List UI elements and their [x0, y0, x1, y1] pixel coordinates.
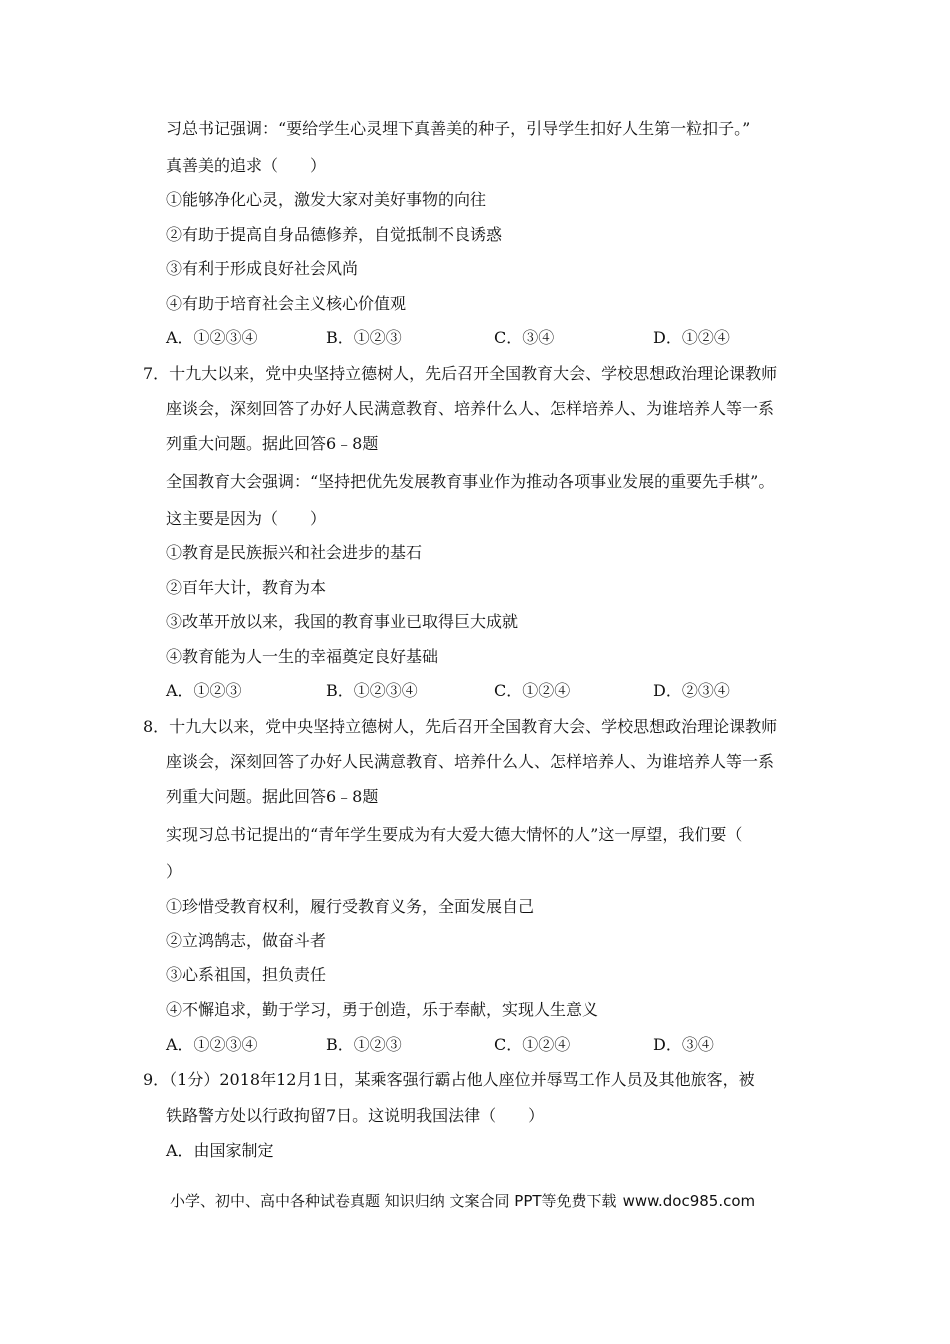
q8-item-2: ②立鸿鹄志，做奋斗者 — [166, 931, 327, 950]
q6-option-b: B．①②③ — [326, 328, 402, 347]
q6-stem-line1: 习总书记强调：“要给学生心灵埋下真善美的种子，引导学生扣好人生第一粒扣子。” — [166, 119, 751, 138]
q8-line1: 8．十九大以来，党中央坚持立德树人，先后召开全国教育大会、学校思想政治理论课教师 — [143, 717, 778, 736]
q8-line2: 座谈会，深刻回答了办好人民满意教育、培养什么人、怎样培养人、为谁培养人等一系 — [166, 752, 775, 771]
q7-item-1: ①教育是民族振兴和社会进步的基石 — [166, 543, 423, 562]
q8-option-d: D．③④ — [653, 1035, 714, 1054]
q7-line2: 座谈会，深刻回答了办好人民满意教育、培养什么人、怎样培养人、为谁培养人等一系 — [166, 399, 775, 418]
q7-option-b: B．①②③④ — [326, 681, 418, 700]
q6-item-3: ③有利于形成良好社会风尚 — [166, 259, 359, 278]
q7-option-c: C．①②④ — [494, 681, 571, 700]
q6-item-1: ①能够净化心灵，激发大家对美好事物的向往 — [166, 190, 487, 209]
q9-line1: 9．（1分）2018年12月1日，某乘客强行霸占他人座位并辱骂工作人员及其他旅客，被 — [143, 1070, 755, 1089]
q8-line3: 列重大问题。据此回答6﹣8题 — [166, 787, 379, 806]
q8-item-4: ④不懈追求，勤于学习，勇于创造，乐于奉献，实现人生意义 — [166, 1000, 599, 1019]
page-footer — [170, 1190, 755, 1212]
q7-item-2: ②百年大计，教育为本 — [166, 578, 327, 597]
q7-option-d: D．②③④ — [653, 681, 730, 700]
q7-stem-line1: 全国教育大会强调：“坚持把优先发展教育事业作为推动各项事业发展的重要先手棋”。 — [166, 472, 775, 491]
q9-line2: 铁路警方处以行政拘留7日。这说明我国法律（ ） — [166, 1106, 545, 1125]
q6-item-4: ④有助于培育社会主义核心价值观 — [166, 294, 407, 313]
footer-text: 小学、初中、高中各种试卷真题 知识归纳 文案合同 PPT等免费下载 — [170, 1192, 617, 1210]
q8-stem-line2: ） — [166, 862, 183, 881]
q7-line1: 7．十九大以来，党中央坚持立德树人，先后召开全国教育大会、学校思想政治理论课教师 — [143, 364, 778, 383]
q6-option-d: D．①②④ — [653, 328, 730, 347]
q8-item-3: ③心系祖国，担负责任 — [166, 965, 327, 984]
q8-option-b: B．①②③ — [326, 1035, 402, 1054]
q9-option-a: A．由国家制定 — [166, 1141, 274, 1160]
q7-line3: 列重大问题。据此回答6﹣8题 — [166, 434, 379, 453]
q6-stem-line2: 真善美的追求（ ） — [166, 156, 327, 175]
footer-url[interactable]: www.doc985.com — [622, 1192, 756, 1210]
q6-option-c: C．③④ — [494, 328, 555, 347]
q8-item-1: ①珍惜受教育权利，履行受教育义务，全面发展自己 — [166, 897, 535, 916]
q6-option-a: A．①②③④ — [166, 328, 258, 347]
q7-item-4: ④教育能为人一生的幸福奠定良好基础 — [166, 647, 439, 666]
q6-item-2: ②有助于提高自身品德修养，自觉抵制不良诱惑 — [166, 225, 503, 244]
q8-option-a: A．①②③④ — [166, 1035, 258, 1054]
q7-stem-line2: 这主要是因为（ ） — [166, 509, 327, 528]
q8-stem-line1: 实现习总书记提出的“青年学生要成为有大爱大德大情怀的人”这一厚望，我们要（ — [166, 825, 743, 844]
q7-option-a: A．①②③ — [166, 681, 242, 700]
q8-option-c: C．①②④ — [494, 1035, 571, 1054]
q7-item-3: ③改革开放以来，我国的教育事业已取得巨大成就 — [166, 612, 519, 631]
